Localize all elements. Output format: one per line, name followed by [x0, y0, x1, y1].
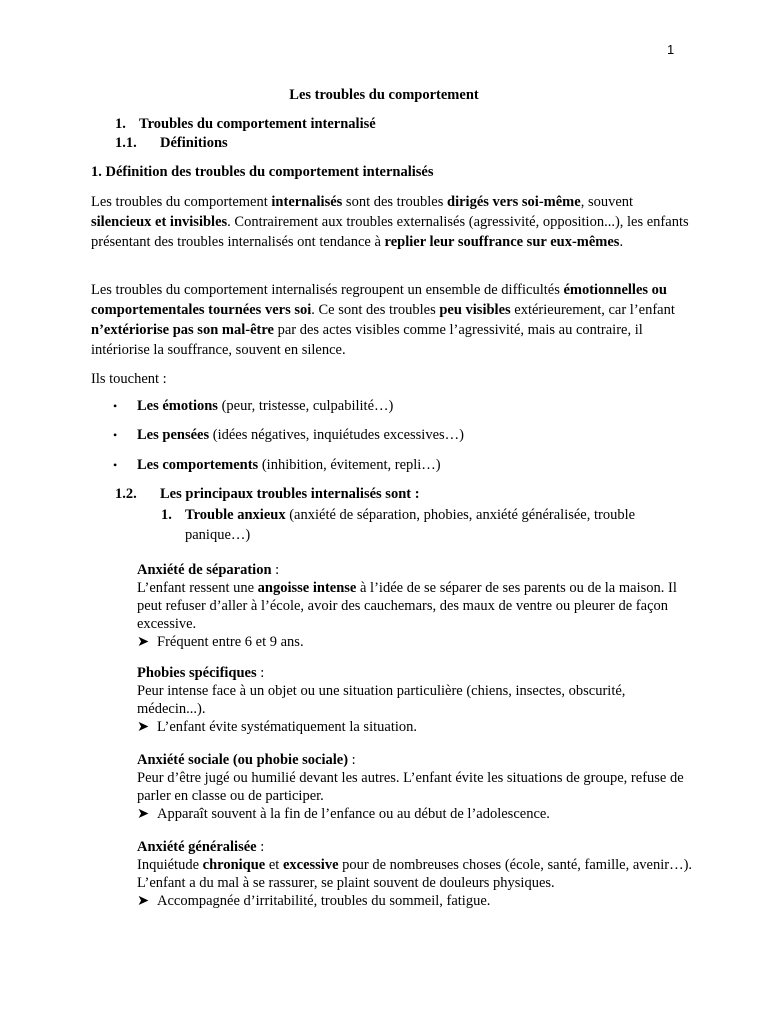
subsection-generalized-anxiety: [137, 838, 697, 910]
heading-1: [115, 116, 376, 133]
subsection-title: Anxiété sociale (ou phobie sociale): [137, 752, 349, 768]
document-title: Les troubles du comportement: [289, 87, 479, 103]
bold-run: silencieux et invisibles: [91, 214, 228, 230]
list-item-text: (inhibition, évitement, repli…): [258, 457, 441, 473]
bold-run: peu visibles: [439, 302, 511, 318]
numbered-item-text: (anxiété de séparation, phobies, anxiété généralisée, trouble panique…): [185, 507, 636, 543]
text-run: Les troubles du comportement: [91, 194, 272, 210]
heading-1-1-text: Définitions: [160, 135, 228, 151]
numbered-item: [161, 505, 681, 545]
list-item-term: Les comportements: [137, 457, 259, 473]
bullet-icon: •: [113, 458, 118, 472]
text-run: Inquiétude: [137, 857, 203, 873]
subsection-body: Peur d’être jugé ou humilié devant les autres. L’enfant évite les situations de groupe, refuse de parler en classe ou de participer.: [137, 770, 684, 804]
note-text: L’enfant évite systématiquement la situation.: [157, 719, 417, 735]
subsection-note: [137, 718, 697, 736]
subsection-title-line: [137, 561, 697, 579]
subsection-title: Anxiété de séparation: [137, 562, 272, 578]
subsection-colon: :: [271, 562, 280, 578]
list-item: [113, 427, 464, 444]
text-run: à l’idée de se séparer de ses parents ou de la maison. Il peut refuser d’aller à l’école, avoir des cauchemars, des maux de ventre ou pleurer de façon excessive.: [137, 580, 677, 632]
text-run: , souvent: [580, 194, 634, 210]
text-run: pour de nombreuses choses (école, santé, famille, avenir…). L’enfant a du mal à se rassurer, se plaint souvent de douleurs physiques.: [137, 857, 693, 891]
text-run: par des actes visibles comme l’agressivité, mais au contraire, il intériorise la souffrance, souvent en silence.: [91, 322, 643, 358]
text-run: extérieurement, car l’enfant: [510, 302, 675, 318]
text-run: . Contrairement aux troubles externalisés (agressivité, opposition...), les enfants présentant des troubles internalisés ont tendance à: [91, 214, 689, 250]
bullet-icon: •: [113, 399, 118, 413]
heading-1-number: 1.: [115, 116, 126, 132]
subsection-body: [137, 579, 697, 633]
subsection-note: [137, 805, 697, 823]
subsection-colon: :: [256, 839, 265, 855]
text-run: Les troubles du comportement internalisés regroupent un ensemble de difficultés: [91, 282, 564, 298]
heading-1-2-text: Les principaux troubles internalisés sont :: [160, 486, 420, 502]
bold-run: n’extériorise pas son mal-être: [91, 322, 274, 338]
subsection-specific-phobias: [137, 664, 697, 736]
subsection-body: [137, 856, 697, 892]
bold-run: internalisés: [271, 194, 343, 210]
subsection-title-line: [137, 664, 697, 682]
subsection-title-line: [137, 751, 697, 769]
numbered-item-body: [185, 505, 681, 545]
page-number: 1: [667, 42, 675, 57]
note-text: Accompagnée d’irritabilité, troubles du sommeil, fatigue.: [157, 893, 491, 909]
note-text: Fréquent entre 6 et 9 ans.: [157, 634, 304, 650]
text-run: et: [265, 857, 283, 873]
numbered-item-number: 1.: [161, 507, 172, 523]
heading-1-2: [115, 486, 420, 503]
heading-1-text: Troubles du comportement internalisé: [139, 116, 376, 132]
bold-run: excessive: [282, 857, 339, 873]
text-run: .: [619, 234, 624, 250]
bold-run: émotionnelles ou comportementales tournées vers soi: [91, 282, 667, 318]
text-run: sont des troubles: [342, 194, 448, 210]
list-item-text: (peur, tristesse, culpabilité…): [217, 398, 394, 414]
list-item-text: (idées négatives, inquiétudes excessives…): [209, 427, 464, 443]
bold-run: dirigés vers soi-même: [447, 194, 581, 210]
heading-1-2-number: 1.2.: [115, 486, 137, 502]
subsection-social-anxiety: [137, 751, 697, 823]
subsection-title: Phobies spécifiques: [137, 665, 257, 681]
text-run: . Ce sont des troubles: [311, 302, 440, 318]
arrow-icon: ➤: [137, 893, 150, 909]
subsection-title: Anxiété généralisée: [137, 839, 257, 855]
heading-1-1: [115, 135, 228, 152]
arrow-icon: ➤: [137, 634, 150, 650]
arrow-icon: ➤: [137, 806, 150, 822]
list-item-term: Les émotions: [137, 398, 218, 414]
text-run: L’enfant ressent une: [137, 580, 258, 596]
bold-run: angoisse intense: [257, 580, 357, 596]
bullet-icon: •: [113, 428, 118, 442]
list-item-term: Les pensées: [137, 427, 210, 443]
numbered-item-term: Trouble anxieux: [185, 507, 286, 523]
subsection-note: [137, 892, 697, 910]
list-item: [113, 457, 441, 474]
paragraph-1: [91, 192, 691, 252]
subsection-title-line: [137, 838, 697, 856]
paragraph-3: Ils touchent :: [91, 371, 167, 387]
bold-run: replier leur souffrance sur eux-mêmes: [384, 234, 620, 250]
heading-1-1-number: 1.1.: [115, 135, 137, 151]
subsection-separation-anxiety: [137, 561, 697, 651]
list-item: [113, 398, 393, 415]
section-heading: 1. Définition des troubles du comportement internalisés: [91, 164, 434, 180]
note-text: Apparaît souvent à la fin de l’enfance ou au début de l’adolescence.: [157, 806, 550, 822]
arrow-icon: ➤: [137, 719, 150, 735]
paragraph-2: [91, 280, 691, 360]
subsection-note: [137, 633, 697, 651]
bold-run: chronique: [202, 857, 266, 873]
subsection-colon: :: [348, 752, 356, 768]
subsection-colon: :: [256, 665, 265, 681]
subsection-body: Peur intense face à un objet ou une situation particulière (chiens, insectes, obscurité, médecin...).: [137, 683, 626, 717]
